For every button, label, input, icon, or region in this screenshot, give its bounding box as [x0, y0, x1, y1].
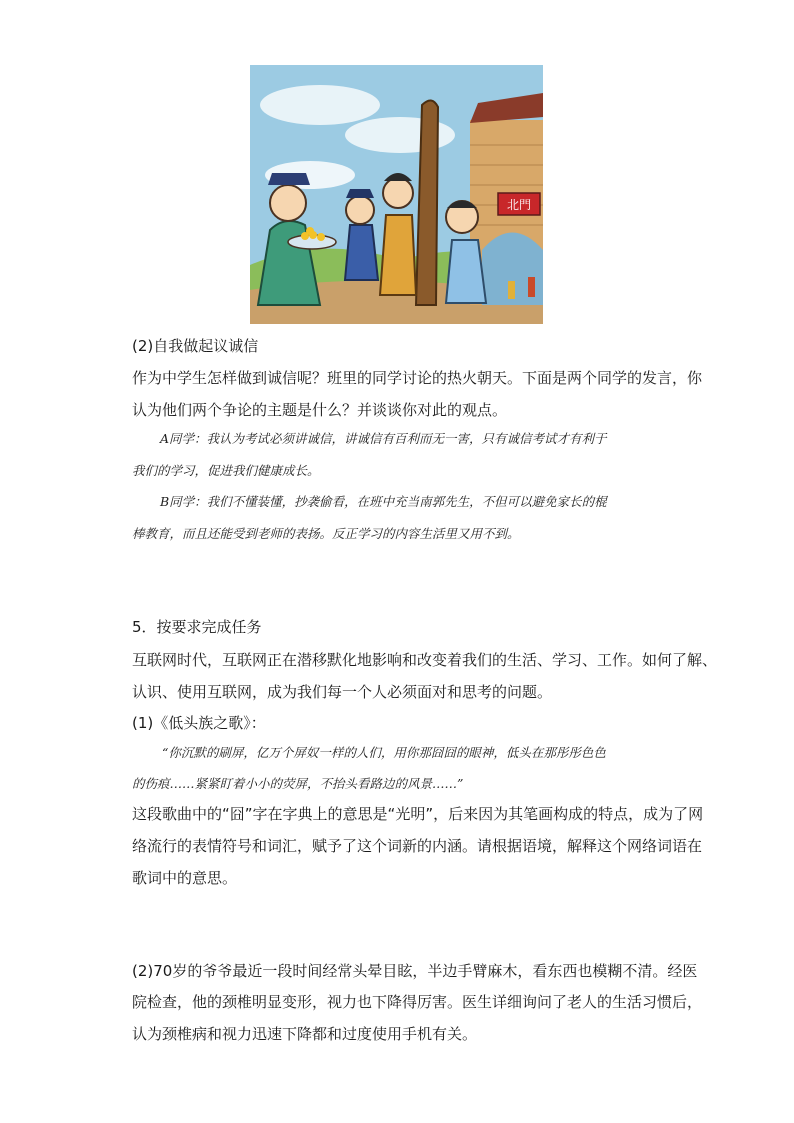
question-5-sub1-heading: (1)《低头族之歌》：: [132, 714, 266, 732]
question-5-sub2-line: 认为颈椎病和视力迅速下降都和过度使用手机有关。: [132, 1025, 478, 1043]
question-5-sub2-line: 院检查，他的颈椎明显变形，视力也下降得厉害。医生详细询问了老人的生活习惯后，: [132, 993, 703, 1011]
question-5-sub1-question-line: 络流行的表情符号和词汇，赋予了这个词新的内涵。请根据语境，解释这个网络词语在: [132, 837, 703, 855]
song-lyrics-line: “你沉默的刷屏，亿万个屏奴一样的人们，用你那囧囧的眼神，低头在那彤彤色色: [162, 745, 606, 760]
question-5-intro-line: 互联网时代，互联网正在潜移默化地影响和改变着我们的生活、学习、工作。如何了解、: [132, 651, 718, 669]
question-5-title: 5．按要求完成任务: [132, 618, 262, 636]
question-5-sub1-question-line: 这段歌曲中的“囧”字在字典上的意思是“光明”，后来因为其笔画构成的特点，成为了网: [132, 805, 704, 823]
student-a-line: 我们的学习，促进我们健康成长。: [132, 463, 320, 478]
section-2-prompt-line: 认为他们两个争论的主题是什么？并谈谈你对此的观点。: [132, 401, 508, 419]
song-lyrics-line: 的伤痕……紧紧盯着小小的荧屏，不抬头看路边的风景……”: [132, 776, 464, 791]
gate-sign: 北門: [506, 198, 532, 212]
student-b-line: 棒教育，而且还能受到老师的表扬。反正学习的内容生活里又用不到。: [132, 526, 520, 541]
student-b-line: B同学：我们不懂装懂，抄袭偷看，在班中充当南郭先生，不但可以避免家长的棍: [160, 494, 607, 509]
question-5-sub1-question-line: 歌词中的意思。: [132, 869, 238, 887]
question-5-intro-line: 认识、使用互联网，成为我们每一个人必须面对和思考的问题。: [132, 683, 553, 701]
section-2-prompt-line: 作为中学生怎样做到诚信呢？班里的同学讨论的热火朝天。下面是两个同学的发言，你: [132, 369, 703, 387]
section-2-heading: (2)自我做起议诚信: [132, 337, 259, 355]
student-a-line: A同学：我认为考试必须讲诚信，讲诚信有百利而无一害，只有诚信考试才有利于: [160, 431, 607, 446]
question-5-sub2-line: (2)70岁的爷爷最近一段时间经常头晕目眩，半边手臂麻木，看东西也模糊不清。经医: [132, 962, 698, 980]
cartoon-illustration: [250, 65, 543, 324]
